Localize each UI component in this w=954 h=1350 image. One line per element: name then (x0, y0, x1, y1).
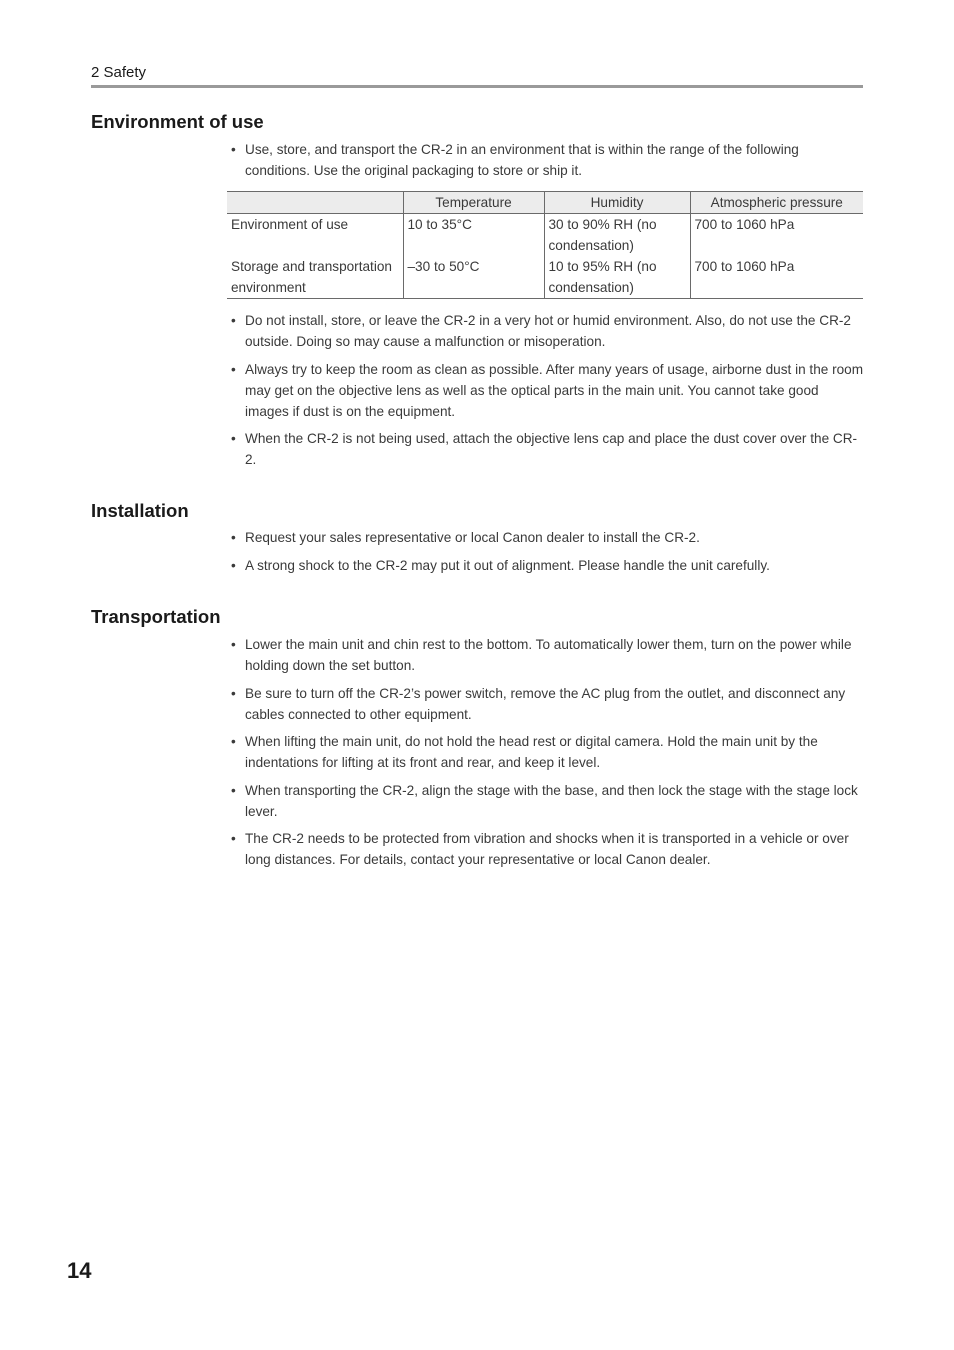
table-cell-temperature: –30 to 50°C (403, 256, 544, 299)
table-cell-humidity: 30 to 90% RH (no condensation) (544, 214, 690, 257)
table-row (227, 214, 863, 257)
running-header: 2 Safety (91, 64, 147, 81)
list-item: • Use, store, and transport the CR-2 in an environment that is within the range of the following conditions. Use the original packaging to store or ship it. (228, 139, 864, 181)
list-item: • Always try to keep the room as clean as possible. After many years of usage, airborne dust in the room may get on the objective lens as well as the optical parts in the main unit. You cannot take good images if dust is on the equipment. (228, 359, 864, 422)
installation-list (228, 527, 864, 582)
transportation-list (228, 634, 864, 877)
table-cell-pressure: 700 to 1060 hPa (690, 256, 863, 299)
list-item: • Request your sales representative or local Canon dealer to install the CR-2. (228, 527, 864, 548)
table-header-temperature: Temperature (403, 192, 544, 214)
environment-intro-list (228, 139, 864, 188)
list-item: • When lifting the main unit, do not hold the head rest or digital camera. Hold the main unit by the indentations for lifting at its front and rear, and keep it level. (228, 731, 864, 773)
list-item: • Do not install, store, or leave the CR-2 in a very hot or humid environment. Also, do not use the CR-2 outside. Doing so may cause a malfunction or misoperation. (228, 310, 864, 352)
table-cell-temperature: 10 to 35°C (403, 214, 544, 257)
heading-environment-of-use: Environment of use (91, 111, 264, 132)
table-cell-pressure: 700 to 1060 hPa (690, 214, 863, 257)
table-cell-humidity: 10 to 95% RH (no condensation) (544, 256, 690, 299)
page-number: 14 (67, 1258, 92, 1283)
header-rule (91, 85, 863, 88)
environment-conditions-table (227, 191, 863, 299)
table-header-row (227, 192, 863, 214)
table-cell-condition: Storage and transportation environment (231, 259, 392, 295)
table-row (227, 256, 863, 299)
list-item: • Lower the main unit and chin rest to the bottom. To automatically lower them, turn on the power while holding down the set button. (228, 634, 864, 676)
table-header-pressure: Atmospheric pressure (690, 192, 863, 214)
list-item: • When transporting the CR-2, align the stage with the base, and then lock the stage with the stage lock lever. (228, 780, 864, 822)
list-item: • When the CR-2 is not being used, attach the objective lens cap and place the dust cover over the CR-2. (228, 428, 864, 470)
table-header-humidity: Humidity (544, 192, 690, 214)
list-item: • The CR-2 needs to be protected from vibration and shocks when it is transported in a vehicle or over long distances. For details, contact your representative or local Canon dealer. (228, 828, 864, 870)
table-header-cell-blank (227, 192, 403, 214)
list-item: • A strong shock to the CR-2 may put it out of alignment. Please handle the unit carefully. (228, 555, 864, 576)
list-item: • Be sure to turn off the CR-2’s power switch, remove the AC plug from the outlet, and disconnect any cables connected to other equipment. (228, 683, 864, 725)
heading-installation: Installation (91, 500, 189, 521)
heading-transportation: Transportation (91, 606, 221, 627)
environment-notes-list (228, 310, 864, 477)
table-cell-condition: Environment of use (231, 217, 349, 232)
